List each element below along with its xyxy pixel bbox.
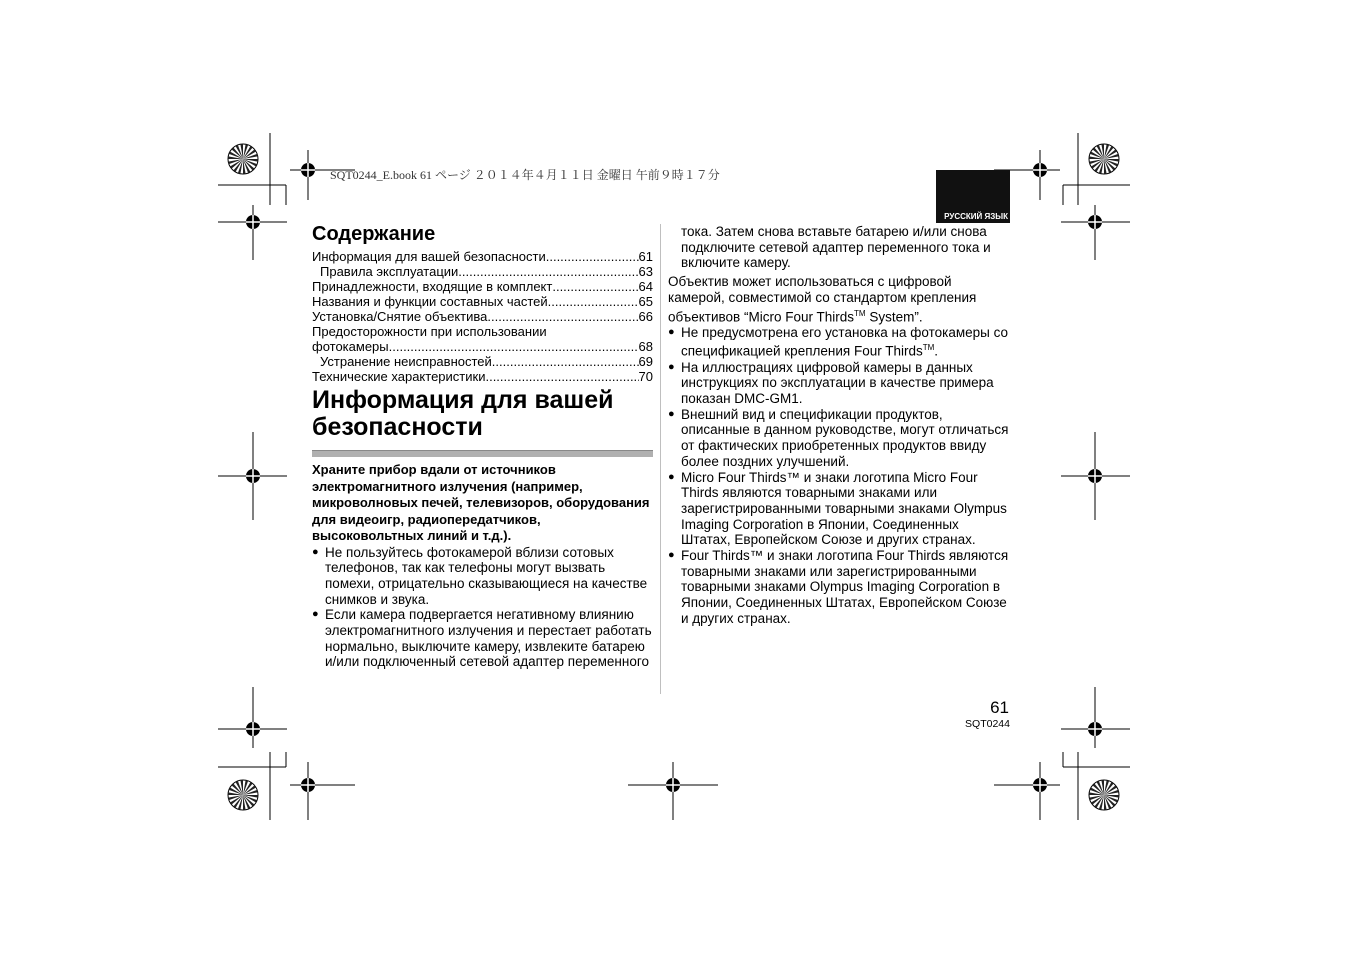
safety-heading: Информация для вашей безопасности — [312, 386, 614, 441]
toc-entry: Технические характеристики ..... 70 — [312, 369, 653, 384]
bullet-icon: ● — [668, 360, 675, 373]
toc-entry: Установка/Снятие объектива ..... 66 — [312, 309, 653, 324]
bullet-icon: ● — [668, 325, 675, 338]
list-item: ● Micro Four Thirds™ и знаки логотипа Micro Four Thirds являются товарными знаками или зарегистрированными товарными знаками Olympus Imaging Corporation в Японии, Соединенных Штатах, Европейском Союзе и других странах. — [668, 469, 1007, 548]
toc-entry: Правила эксплуатации ..... 63 — [312, 264, 653, 279]
bullet-icon: ● — [312, 545, 319, 558]
page-header: SQT0244_E.book 61 ページ ２０１４年４月１１日 金曜日 午前９時１７分 — [330, 168, 720, 182]
left-column — [312, 222, 653, 670]
safety-warning: Храните прибор вдали от источников электромагнитного излучения (например, микроволновых печей, телевизоров, оборудования для видеоигр, радиопередатчиков, высоковольтных линий и т.д.). — [312, 462, 650, 543]
language-tab-label: РУССКИЙ ЯЗЫК — [944, 212, 1008, 221]
lens-paragraph: Объектив может использоваться с цифровой камерой, совместимой со стандартом крепления объективов “Micro Four Thirds™ System”. — [668, 274, 977, 325]
toc-entry: Принадлежности, входящие в комплект ..... 64 — [312, 279, 653, 294]
list-item: ● На иллюстрациях цифровой камеры в данных инструкциях по эксплуатации в качестве примера показан DMC-GM1. — [668, 359, 994, 407]
list-item: ● Не пользуйтесь фотокамерой вблизи сотовых телефонов, так как телефоны могут вызвать помехи, отрицательно сказывающиеся на качестве снимков и звука. — [312, 544, 648, 607]
toc-entry: Предосторожности при использовании — [312, 324, 547, 339]
bullet-icon: ● — [668, 407, 675, 420]
bullet-icon: ● — [312, 608, 319, 621]
toc-entry: Информация для вашей безопасности ..... 61 — [312, 249, 653, 264]
column-divider — [660, 224, 661, 694]
document-code: SQT0244 — [965, 718, 1010, 730]
bullet-icon: ● — [668, 470, 675, 483]
language-tab — [936, 170, 1010, 223]
toc-entry: Названия и функции составных частей ..... 65 — [312, 294, 653, 309]
toc-entry: Устранение неисправностей ..... 69 — [312, 354, 653, 369]
bullet-icon: ● — [668, 549, 675, 562]
toc-title: Содержание — [312, 223, 436, 245]
list-item: ● Если камера подвергается негативному влиянию электромагнитного излучения и перестает работать нормально, выключите камеру, извлеките батарею и/или подключенный сетевой адаптер переменного — [312, 607, 652, 670]
list-item: ● Внешний вид и спецификации продуктов, описанные в данном руководстве, могут отличаться от фактических приобретенных продуктов ввиду более поздних улучшений. — [668, 406, 1009, 469]
toc-entry: фотокамеры ..... 68 — [312, 339, 653, 354]
list-item: ● Не предусмотрена его установка на фотокамеры со спецификацией крепления Four Thirds™. — [668, 324, 1008, 359]
right-column — [668, 224, 1010, 627]
heading-rule — [312, 450, 653, 457]
page-number: 61 — [990, 698, 1009, 717]
continuation-text: тока. Затем снова вставьте батарею и/или снова подключите сетевой адаптер переменного тока и включите камеру. — [681, 224, 991, 271]
list-item: ● Four Thirds™ и знаки логотипа Four Thirds являются товарными знаками или зарегистрированными товарными знаками Olympus Imaging Corporation в Японии, Соединенных Штатах, Европейском Союзе и других странах. — [668, 548, 1009, 626]
